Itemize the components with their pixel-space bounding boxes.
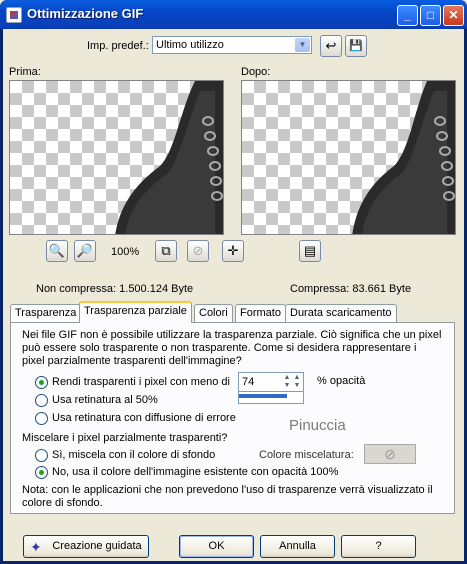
radio-existing-color[interactable] (35, 466, 48, 479)
tab-label: Colori (199, 307, 228, 319)
existing-color-label: No, usa il colore dell'immagine esistente con opacità 100% (52, 466, 339, 478)
radio-blend-background[interactable] (35, 449, 48, 462)
window-title: Ottimizzazione GIF (27, 6, 144, 21)
ok-button[interactable] (179, 535, 254, 558)
opacity-stepper[interactable] (238, 372, 304, 392)
opacity-unit: % opacità (317, 375, 366, 387)
wizard-icon: ✦ (30, 539, 42, 555)
tab-durata-scaricamento[interactable] (285, 304, 397, 323)
tab-trasparenza[interactable] (10, 304, 81, 323)
tab-label: Durata scaricamento (290, 307, 392, 319)
before-preview[interactable] (9, 80, 224, 235)
blend-color-label: Colore miscelatura: (259, 449, 354, 461)
tab-colori[interactable] (194, 304, 233, 323)
cancel-button[interactable] (260, 535, 335, 558)
radio-dither-50[interactable] (35, 394, 48, 407)
spin-up-icon[interactable]: ▲ ▼ (283, 374, 291, 389)
option-dither-50-label: Usa retinatura al 50% (52, 394, 158, 406)
help-button-label: ? (375, 540, 382, 552)
after-preview[interactable] (241, 80, 456, 235)
tab-label: Formato (240, 307, 281, 319)
zoom-lock-icon[interactable]: ⊘ (187, 240, 209, 262)
opacity-slider[interactable] (238, 392, 304, 404)
wizard-button[interactable] (23, 535, 149, 558)
preset-label: Imp. predef.: (87, 40, 149, 52)
close-icon[interactable]: ✕ (443, 5, 464, 26)
blend-color-swatch[interactable] (364, 444, 416, 464)
app-icon (6, 7, 22, 23)
preset-select[interactable] (152, 36, 312, 54)
pan-icon[interactable]: ✛ (222, 240, 244, 262)
before-label: Prima: (9, 66, 41, 78)
panel-note: Nota: con le applicazioni che non prevedono l'uso di trasparenze verrà visualizzato il colore di sfondo. (22, 484, 433, 509)
cancel-button-label: Annulla (279, 540, 316, 552)
tab-trasparenza-parziale[interactable] (79, 301, 192, 323)
radio-error-diffusion[interactable] (35, 412, 48, 425)
option-error-diffusion-label: Usa retinatura con diffusione di errore (52, 412, 236, 424)
after-image (242, 81, 456, 235)
opacity-slider-fill (239, 394, 287, 398)
dialog-body (3, 29, 464, 561)
uncompressed-size: Non compressa: 1.500.124 Byte (36, 283, 194, 295)
maximize-icon[interactable]: □ (420, 5, 441, 26)
blend-question: Miscelare i pixel parzialmente trasparenti? (22, 432, 228, 444)
radio-threshold[interactable] (35, 376, 48, 389)
zoom-in-icon[interactable]: 🔎 (74, 240, 96, 262)
spin-down-icon[interactable]: ▲ ▼ (293, 374, 301, 389)
preview-toggle-icon[interactable]: ▤ (299, 240, 321, 262)
panel-description: Nei file GIF non è possibile utilizzare la trasparenza parziale. Ciò significa che un pixel può essere solo trasparente o non trasparente. Come si desidera rappresentare i pixel parzialmente trasparenti dell'immagine? (22, 329, 442, 367)
watermark: Pinuccia (289, 417, 346, 434)
save-icon[interactable]: 💾 (345, 35, 367, 57)
zoom-out-icon[interactable]: 🔍 (46, 240, 68, 262)
opacity-value: 74 (242, 376, 255, 388)
wizard-button-label: Creazione guidata (52, 540, 142, 552)
title-bar[interactable] (0, 0, 467, 29)
prohibited-icon: ⊘ (384, 446, 396, 462)
zoom-level: 100% (111, 246, 140, 258)
tab-label: Trasparenza parziale (84, 305, 187, 317)
option-threshold-label: Rendi trasparenti i pixel con meno di (52, 376, 230, 388)
fit-icon[interactable]: ⧉ (155, 240, 177, 262)
compressed-size: Compressa: 83.661 Byte (290, 283, 412, 295)
minimize-icon[interactable]: _ (397, 5, 418, 26)
help-button[interactable] (341, 535, 416, 558)
after-label: Dopo: (241, 66, 271, 78)
ok-button-label: OK (208, 540, 225, 552)
tab-label: Trasparenza (15, 307, 77, 319)
before-image (10, 81, 224, 235)
blend-background-label: Sì, miscela con il colore di sfondo (52, 449, 216, 461)
tab-formato[interactable] (235, 304, 286, 323)
reset-icon[interactable]: ↩ (320, 35, 342, 57)
tab-panel (10, 322, 455, 514)
chevron-down-icon[interactable]: ▼ (295, 38, 310, 52)
preset-value: Ultimo utilizzo (156, 39, 224, 51)
